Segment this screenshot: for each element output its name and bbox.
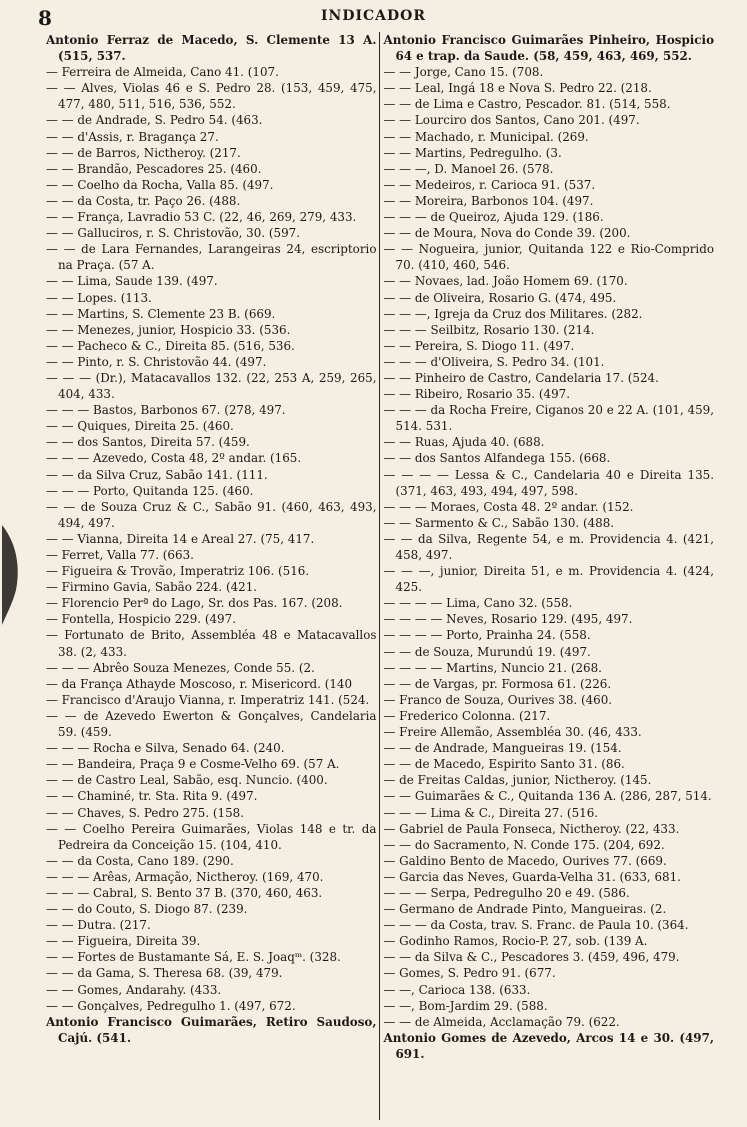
index-entry: — — da Costa, Cano 189. (290. [46, 853, 234, 868]
index-entry: — — Ruas, Ajuda 40. (688. [383, 435, 545, 450]
index-entry: — Franco de Souza, Ourives 38. (460. [383, 692, 613, 707]
index-entry: — — — Arêas, Armação, Nictheroy. (169, 470. [46, 869, 324, 884]
index-entry: — — de Azevedo Ewerton & Gonçalves, Candelaria 59. (459. [46, 708, 377, 740]
index-entry: — — — Bastos, Barbonos 67. (278, 497. [46, 403, 286, 418]
index-entry: — Florencio Perª do Lago, Sr. dos Pas. 167. (208. [46, 596, 343, 611]
index-entry: — — — Lima & C., Direita 27. (516. [383, 805, 599, 820]
index-entry: Antonio Gomes de Azevedo, Arcos 14 e 30. (497, 691. [383, 1030, 714, 1061]
index-entry: — — Fortes de Bustamante Sá, E. S. Joaqᵐ. (328. [46, 950, 341, 965]
index-entry: Antonio Francisco Guimarães, Retiro Saudoso, Cajú. (541. [46, 1014, 377, 1045]
index-entry: — — de Almeida, Acclamação 79. (622. [383, 1014, 620, 1029]
page-header [0, 4, 747, 32]
index-entry: Antonio Ferraz de Macedo, S. Clemente 13 A. (515, 537. [46, 33, 377, 64]
index-entry: — Gomes, S. Pedro 91. (677. [383, 966, 556, 981]
index-entry: — — do Sacramento, N. Conde 175. (204, 692. [383, 837, 665, 852]
index-entry: — — —, D. Manoel 26. (578. [383, 161, 554, 176]
index-entry: — Godinho Ramos, Rocio-P. 27, sob. (139 A. [383, 934, 648, 949]
index-entry: — de Freitas Caldas, junior, Nictheroy. (145. [383, 773, 652, 788]
index-entry: — — — Serpa, Pedregulho 20 e 49. (586. [383, 885, 630, 900]
index-entry: — — — Cabral, S. Bento 37 B. (370, 460, 463. [46, 885, 323, 900]
index-entry: — — Ribeiro, Rosario 35. (497. [383, 387, 570, 402]
index-entry: — — — Azevedo, Costa 48, 2º andar. (165. [46, 451, 302, 466]
index-entry: — — — — Porto, Prainha 24. (558. [383, 628, 591, 643]
index-entry: — — Leal, Ingá 18 e Nova S. Pedro 22. (218. [383, 81, 652, 96]
index-entry: — — de Lara Fernandes, Larangeiras 24, escriptorio na Praça. (57 A. [46, 242, 377, 273]
index-entry: — — Medeiros, r. Carioca 91. (537. [383, 177, 596, 192]
index-entry: — Fontella, Hospicio 229. (497. [46, 612, 236, 627]
index-entry: — — Coelho da Rocha, Valla 85. (497. [46, 177, 274, 192]
index-entry: — — Lourciro dos Santos, Cano 201. (497. [383, 113, 640, 128]
index-entry: — — Bandeira, Praça 9 e Cosme-Velho 69. (57 A. [46, 757, 340, 772]
index-entry: — — Pinheiro de Castro, Candelaria 17. (524. [383, 370, 659, 385]
index-entry: — — d'Assis, r. Bragança 27. [46, 129, 219, 144]
index-entry: — Frederico Colonna. (217. [383, 708, 551, 723]
index-entry: — — Galluciros, r. S. Christovão, 30. (597. [46, 226, 300, 241]
index-entry: — Freire Allemão, Assembléa 30. (46, 433. [383, 725, 642, 740]
index-entry: — Germano de Andrade Pinto, Mangueiras. (2. [383, 902, 667, 917]
index-entry: — da França Athayde Moscoso, r. Misericord. (140 [46, 676, 353, 691]
index-entry: — Fortunato de Brito, Assembléa 48 e Matacavallos 38. (2, 433. [46, 628, 377, 659]
index-entry: — Galdino Bento de Macedo, Ourives 77. (669. [383, 853, 667, 868]
index-entry: — — Menezes, junior, Hospicio 33. (536. [46, 322, 291, 337]
index-entry: — — de Vargas, pr. Formosa 61. (226. [383, 676, 612, 691]
index-entry: — Francisco d'Araujo Vianna, r. Imperatriz 141. (524. [46, 692, 370, 707]
index-entry: — — de Castro Leal, Sabão, esq. Nuncio. (400. [46, 773, 328, 788]
index-entry: — — Lima, Saude 139. (497. [46, 274, 218, 289]
index-entry: — — da Silva & C., Pescadores 3. (459, 496, 479. [383, 950, 680, 965]
index-entry: — —, Carioca 138. (633. [383, 982, 531, 997]
index-entry: — — Figueira, Direita 39. [46, 934, 201, 949]
index-entry: — — — d'Oliveira, S. Pedro 34. (101. [383, 354, 605, 369]
index-entry: — — Dutra. (217. [46, 918, 151, 933]
index-entry: — — Pacheco & C., Direita 85. (516, 536. [46, 338, 295, 353]
index-entry: — — — Porto, Quitanda 125. (460. [46, 483, 254, 498]
index-entry: — — França, Lavradio 53 C. (22, 46, 269, 279, 433. [46, 210, 357, 225]
index-entry: — — Nogueira, junior, Quitanda 122 e Rio-Comprido 70. (410, 460, 546. [383, 242, 714, 273]
index-entry: — Gabriel de Paula Fonseca, Nictheroy. (22, 433. [383, 821, 680, 836]
index-entry: — — Pinto, r. S. Christovão 44. (497. [46, 354, 267, 369]
running-title: INDICADOR [320, 8, 426, 24]
index-entry: — — —, junior, Direita 51, e m. Providencia 4. (424, 425. [383, 564, 714, 595]
binding-shadow-mark [0, 520, 24, 630]
index-entry: — — — da Rocha Freire, Ciganos 20 e 22 A. (101, 459, 514. 531. [383, 403, 714, 434]
index-entry: — — — Moraes, Costa 48. 2º andar. (152. [383, 499, 634, 514]
index-entry: — — Guimarães & C., Quitanda 136 A. (286, 287, 514. [383, 789, 712, 804]
index-entry: — — de Souza Cruz & C., Sabão 91. (460, 463, 493, 494, 497. [46, 499, 377, 530]
index-entry: — — Gomes, Andarahy. (433. [46, 982, 222, 997]
index-entry: — — — da Costa, trav. S. Franc. de Paula 10. (364. [383, 918, 689, 933]
page-number: 8 [38, 6, 52, 30]
index-entry: — — de Lima e Castro, Pescador. 81. (514, 558. [383, 97, 671, 112]
index-entry: — — Gonçalves, Pedregulho 1. (497, 672. [46, 998, 296, 1013]
index-entry: — — — — Lessa & C., Candelaria 40 e Direita 135. (371, 463, 493, 494, 497, 598. [383, 467, 714, 498]
index-entry: — — — de Queiroz, Ajuda 129. (186. [383, 210, 604, 225]
index-entry: — — de Andrade, S. Pedro 54. (463. [46, 113, 263, 128]
index-entry: — — Chaminé, tr. Sta. Rita 9. (497. [46, 789, 258, 804]
index-entry: — — da Gama, S. Theresa 68. (39, 479. [46, 966, 283, 981]
index-entry: — — — Abrêo Souza Menezes, Conde 55. (2. [46, 660, 315, 675]
left-column [46, 32, 380, 1120]
index-entry: — — dos Santos Alfandega 155. (668. [383, 451, 611, 466]
index-entry: — Garcia das Neves, Guarda-Velha 31. (633, 681. [383, 869, 681, 884]
index-entry: — — Moreira, Barbonos 104. (497. [383, 193, 594, 208]
index-entry: — — de Oliveira, Rosario G. (474, 495. [383, 290, 617, 305]
index-entry: — Ferret, Valla 77. (663. [46, 548, 194, 562]
index-entry: — — Alves, Violas 46 e S. Pedro 28. (153, 459, 475, 477, 480, 511, 516, 536, 552. [46, 81, 377, 112]
index-entry: — — de Macedo, Espirito Santo 31. (86. [383, 757, 625, 772]
index-entry: — — — — Lima, Cano 32. (558. [383, 596, 573, 611]
index-entry: — — dos Santos, Direita 57. (459. [46, 435, 250, 450]
index-entry: — — Martins, S. Clemente 23 B. (669. [46, 306, 276, 321]
right-column [380, 32, 715, 1120]
index-entry: — — da Costa, tr. Paço 26. (488. [46, 193, 241, 208]
index-entry: — — — Rocha e Silva, Senado 64. (240. [46, 741, 285, 756]
index-entry: — — Brandão, Pescadores 25. (460. [46, 161, 262, 176]
index-entry: — —, Bom-Jardim 29. (588. [383, 998, 548, 1013]
index-entry: — Ferreira de Almeida, Cano 41. (107. [46, 65, 279, 80]
index-entry: — — Lopes. (113. [46, 290, 152, 305]
index-entry: — — Novaes, lad. João Homem 69. (170. [383, 274, 628, 289]
index-entry: — — — — Neves, Rosario 129. (495, 497. [383, 612, 633, 627]
index-entry: — — Machado, r. Municipal. (269. [383, 129, 589, 144]
index-entry: — — Vianna, Direita 14 e Areal 27. (75, 417. [46, 531, 315, 546]
index-entry: — — da Silva Cruz, Sabão 141. (111. [46, 467, 268, 482]
index-entry: — — Coelho Pereira Guimarães, Violas 148 e tr. da Pedreira da Conceição 15. (104, 410. [46, 821, 377, 852]
index-entry: Antonio Francisco Guimarães Pinheiro, Hospicio 64 e trap. da Saude. (58, 459, 463, 469, 552. [383, 33, 714, 64]
index-entry: — — Martins, Pedregulho. (3. [383, 145, 562, 160]
index-entry: — — de Moura, Nova do Conde 39. (200. [383, 226, 631, 241]
index-entry: — — de Andrade, Mangueiras 19. (154. [383, 741, 622, 756]
index-entry: — — Chaves, S. Pedro 275. (158. [46, 805, 244, 820]
index-entry: — — da Silva, Regente 54, e m. Providencia 4. (421, 458, 497. [383, 531, 714, 562]
index-entry: — — Sarmento & C., Sabão 130. (488. [383, 515, 615, 530]
index-entry: — — — Seilbitz, Rosario 130. (214. [383, 322, 595, 337]
index-entry: — Figueira & Trovão, Imperatriz 106. (516. [46, 564, 310, 579]
index-entry: — Firmino Gavia, Sabão 224. (421. [46, 580, 258, 595]
index-entry: — — Quiques, Direita 25. (460. [46, 419, 234, 434]
index-entry: — — —, Igreja da Cruz dos Militares. (282. [383, 306, 643, 321]
index-entry: — — Jorge, Cano 15. (708. [383, 65, 544, 80]
index-entry: — — Pereira, S. Diogo 11. (497. [383, 338, 575, 353]
index-entry: — — de Barros, Nictheroy. (217. [46, 145, 241, 160]
index-entry: — — — — Martins, Nuncio 21. (268. [383, 660, 602, 675]
index-entry: — — de Souza, Murundú 19. (497. [383, 644, 591, 659]
index-columns [46, 32, 714, 1120]
index-entry: — — — (Dr.), Matacavallos 132. (22, 253 A, 259, 265, 404, 433. [46, 370, 377, 402]
index-entry: — — do Couto, S. Diogo 87. (239. [46, 902, 248, 917]
